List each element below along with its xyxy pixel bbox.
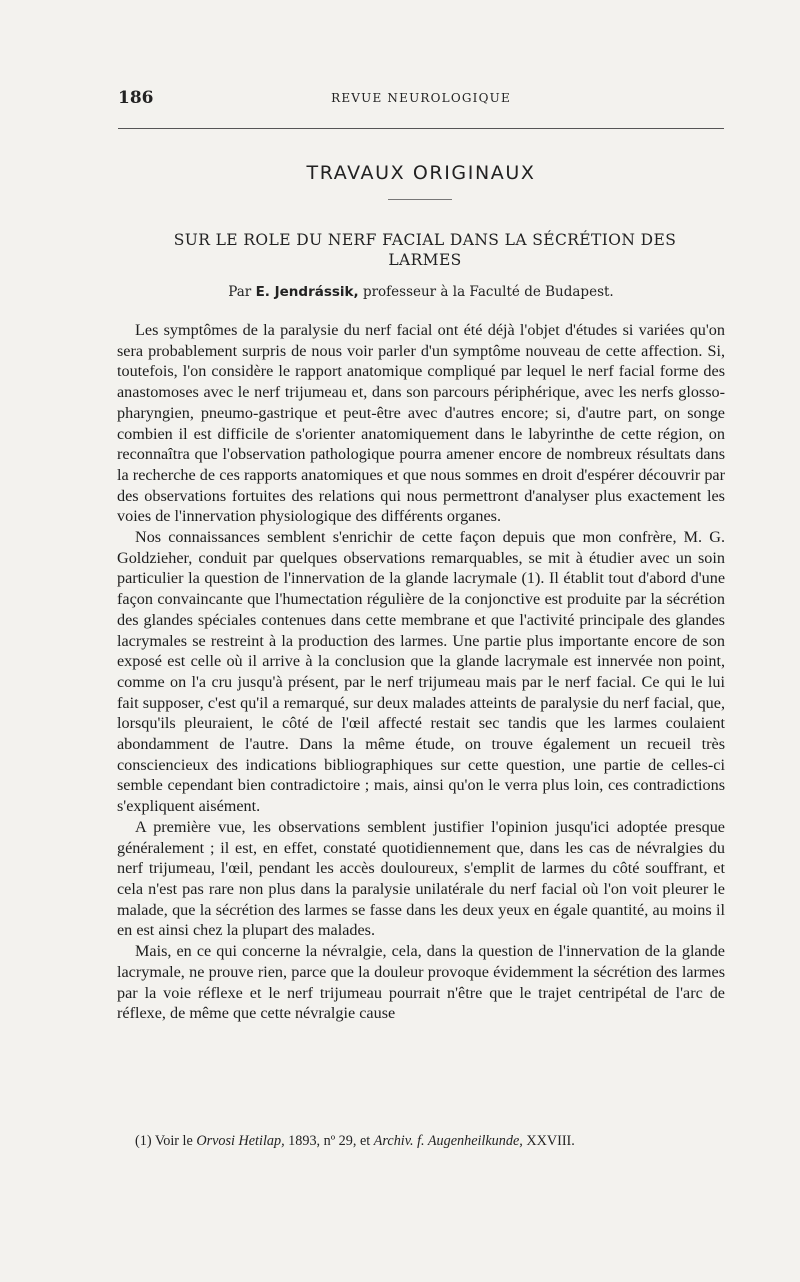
paragraph: Les symptômes de la paralysie du nerf facial ont été déjà l'objet d'études si variées qu'on sera probablement surpris de nous voir parler d'un symptôme nouveau de cette affection. Si, toutefois, l'on considère le rapport anatomique compliqué par lequel le nerf facial forme des anastomoses avec le nerf trijumeau et, dans son parcours périphérique, avec les nerfs glosso-pharyngien, pneumo-gastrique et peut-être avec d'autres encore; si, d'autre part, on songe combien il est difficile de s'orienter anatomiquement dans le labyrinthe de cette région, on reconnaîtra que l'observation pathologique pourra amener encore de nombreux résultats dans la recherche de ces rapports anatomiques et que nous sommes en droit d'espérer découvrir par des observations fortuites des relations qui nous permettront d'analyser plus exactement les voies de l'innervation physiologique des différents organes. — [117, 321, 725, 526]
footnote-mid: 1893, nº 29, et — [288, 1133, 371, 1149]
author-name: E. Jendrássik, — [255, 284, 359, 300]
paragraph: Nos connaissances semblent s'enrichir de cette façon depuis que mon confrère, M. G. Goldzieher, conduit par quelques observations remarquables, se mit à étudier avec un soin particulier la question de l'innervation de la glande lacrymale (1). Il établit tout d'abord d'une façon convaincante que l'humectation régulière de la conjonctive est produite par la sécrétion des glandes spéciales contenues dans cette membrane et que l'activité principale des glandes lacrymales se restreint à la production des larmes. Une partie plus importante encore de son exposé est celle où il arrive à la conclusion que la glande lacrymale est innervée non point, comme on l'a cru jusqu'à présent, par le nerf trijumeau mais par le nerf facial. Ce qui le lui fait supposer, c'est qu'il a remarqué, sur deux malades atteints de paralysie du nerf facial, que, lorsqu'ils pleuraient, le côté de l'œil affecté restait sec tandis que les larmes coulaient abondamment de l'autre. Dans la même étude, on trouve également un recueil très consciencieux des indications bibliographiques sur cette question, une partie de celles-ci semble cependant bien contradictoire ; mais, ainsi qu'on le verra plus loin, ces contradictions s'expliquent aisément. — [117, 528, 725, 816]
journal-name: REVUE NEUROLOGIQUE — [331, 91, 511, 105]
page-number: 186 — [118, 88, 154, 108]
section-title: TRAVAUX ORIGINAUX — [306, 162, 536, 184]
footnote-volume: XXVIII. — [526, 1133, 575, 1149]
paragraph: A première vue, les observations semblent justifier l'opinion jusqu'ici adoptée presque généralement ; il est, en effet, constaté quotidiennement que, dans les cas de névralgies du nerf trijumeau, l'œil, pendant les accès douloureux, s'emplit de larmes du côté souffrant, et cela n'est pas rare non plus dans la paralysie unilatérale du nerf facial où l'on voit pleurer le malade, que la sécrétion des larmes se fasse dans les deux yeux en égale quantité, au moins il en est ainsi chez la plupart des malades. — [117, 817, 725, 940]
header-rule — [118, 128, 724, 129]
footnote — [117, 1133, 725, 1150]
footnote-source-2: Archiv. f. Augenheilkunde, — [373, 1133, 523, 1149]
footnote-source-1: Orvosi Hetilap, — [196, 1133, 285, 1149]
paragraph: Mais, en ce qui concerne la névralgie, cela, dans la question de l'innervation de la glande lacrymale, ne prouve rien, parce que la douleur provoque évidemment la sécrétion des larmes par la voie réflexe et le nerf trijumeau pourrait n'être que le trajet centripétal de l'arc de réflexe, de même que cette névralgie cause — [117, 942, 725, 1023]
section-divider — [388, 199, 452, 200]
byline — [118, 284, 724, 300]
article-title: SUR LE ROLE DU NERF FACIAL DANS LA SÉCRÉTION DES LARMES — [173, 231, 677, 269]
running-head — [118, 88, 724, 110]
footnote-prefix: (1) Voir le — [135, 1133, 193, 1149]
article-body — [117, 320, 725, 1024]
author-affiliation: professeur à la Faculté de Budapest. — [362, 284, 614, 300]
byline-prefix: Par — [228, 284, 252, 300]
